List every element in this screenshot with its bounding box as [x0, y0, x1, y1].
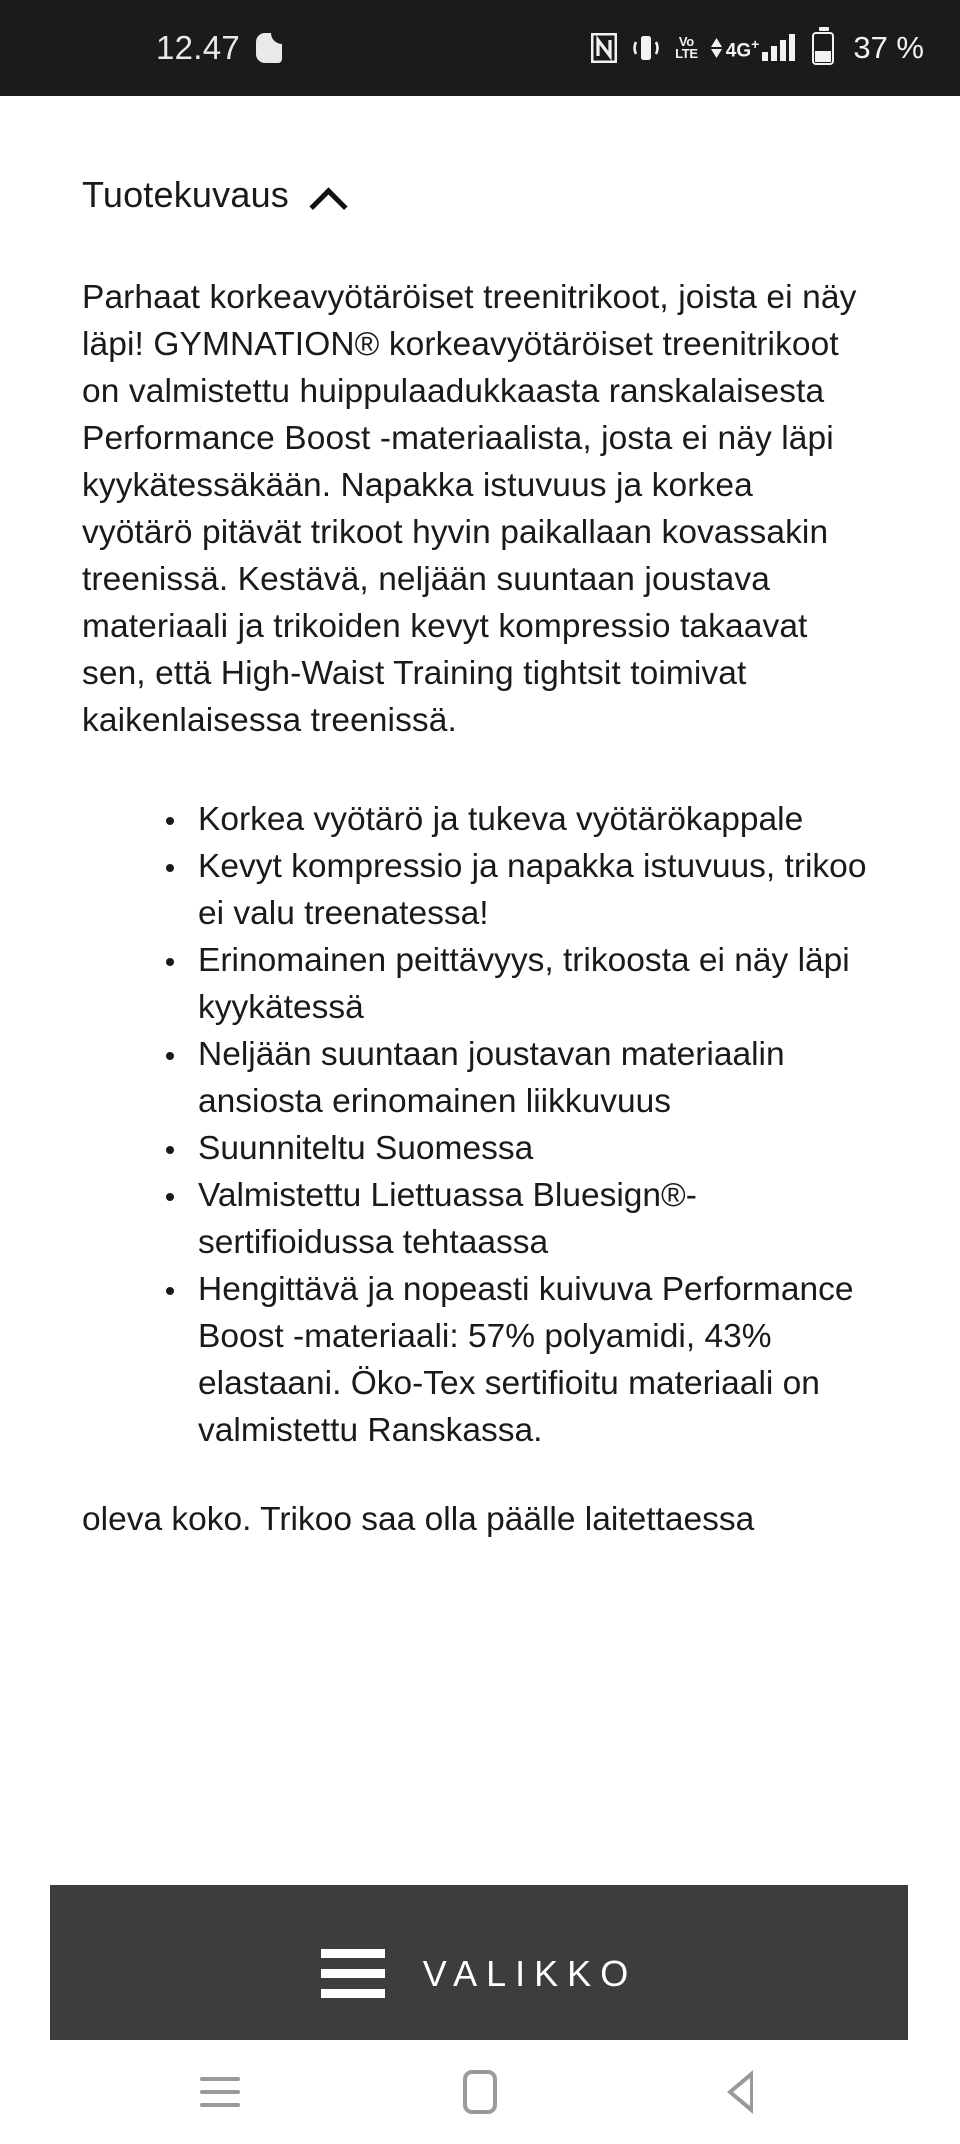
list-item: Hengittävä ja nopeasti kuivuva Performance Boost -materiaali: 57% polyamidi, 43% elastaani. Öko-Tex sertifioitu materiaali on valmistettu Ranskassa. [160, 1266, 876, 1454]
menu-button[interactable] [50, 1885, 908, 2040]
list-item: Valmistettu Liettuassa Bluesign®-sertifioidussa tehtaassa [160, 1172, 876, 1266]
home-button[interactable] [420, 2057, 540, 2127]
battery-percent-label: 37 % [853, 30, 924, 65]
product-description-header[interactable] [0, 96, 960, 216]
vibrate-icon [630, 33, 662, 63]
menu-button-label: VALIKKO [422, 1952, 638, 1994]
recents-button[interactable] [160, 2057, 280, 2127]
list-item: Erinomainen peittävyys, trikoosta ei näy läpi kyykätessä [160, 937, 876, 1031]
page-title: Tuotekuvaus [82, 174, 289, 215]
android-nav-bar [0, 2040, 960, 2144]
recents-icon [200, 2077, 240, 2107]
list-item: Korkea vyötärö ja tukeva vyötärökappale [160, 796, 876, 843]
sizing-text-partial: oleva koko. Trikoo saa olla päälle laitettaessa [82, 1501, 755, 1538]
list-item: Neljään suuntaan joustavan materiaalin ansiosta erinomainen liikkuvuus [160, 1031, 876, 1125]
status-clock: 12.47 [156, 29, 241, 66]
status-bar-right [591, 30, 924, 66]
back-icon [727, 2070, 753, 2114]
feature-list [160, 796, 876, 1454]
status-bar [0, 0, 960, 96]
product-description-text: Parhaat korkeavyötäröiset treenitrikoot, joista ei näy läpi! GYMNATION® korkeavyötäröiset treenitrikoot on valmistettu huippulaadukkaasta ranskalaisesta Performance Boost -materiaalista, josta ei näy läpi kyykätessäkään. Napakka istuvuus ja korkea vyötärö pitävät trikoot hyvin paikallaan kovassakin treenissä. Kestävä, neljään suuntaan joustava materiaali ja trikoiden kevyt kompressio takaavat sen, että High-Waist Training tightsit toimivat kaikenlaisessa treenissä. [82, 279, 857, 739]
volte-icon: Vo LTE [675, 34, 698, 61]
list-item: Suunniteltu Suomessa [160, 1125, 876, 1172]
nfc-icon [591, 33, 617, 63]
app-badge-icon [256, 33, 282, 63]
status-bar-left [156, 29, 282, 67]
signal-icon [711, 35, 796, 61]
hamburger-icon [321, 1949, 385, 1998]
signal-bars-icon [762, 35, 795, 61]
chevron-up-icon[interactable] [311, 185, 345, 205]
list-item: Kevyt kompressio ja napakka istuvuus, trikoo ei valu treenatessa! [160, 843, 876, 937]
home-icon [463, 2070, 497, 2114]
data-transfer-icon [711, 38, 722, 58]
back-button[interactable] [680, 2057, 800, 2127]
network-type-label: 4G+ [725, 36, 760, 62]
battery-icon [812, 32, 834, 65]
page-content [0, 96, 960, 2040]
